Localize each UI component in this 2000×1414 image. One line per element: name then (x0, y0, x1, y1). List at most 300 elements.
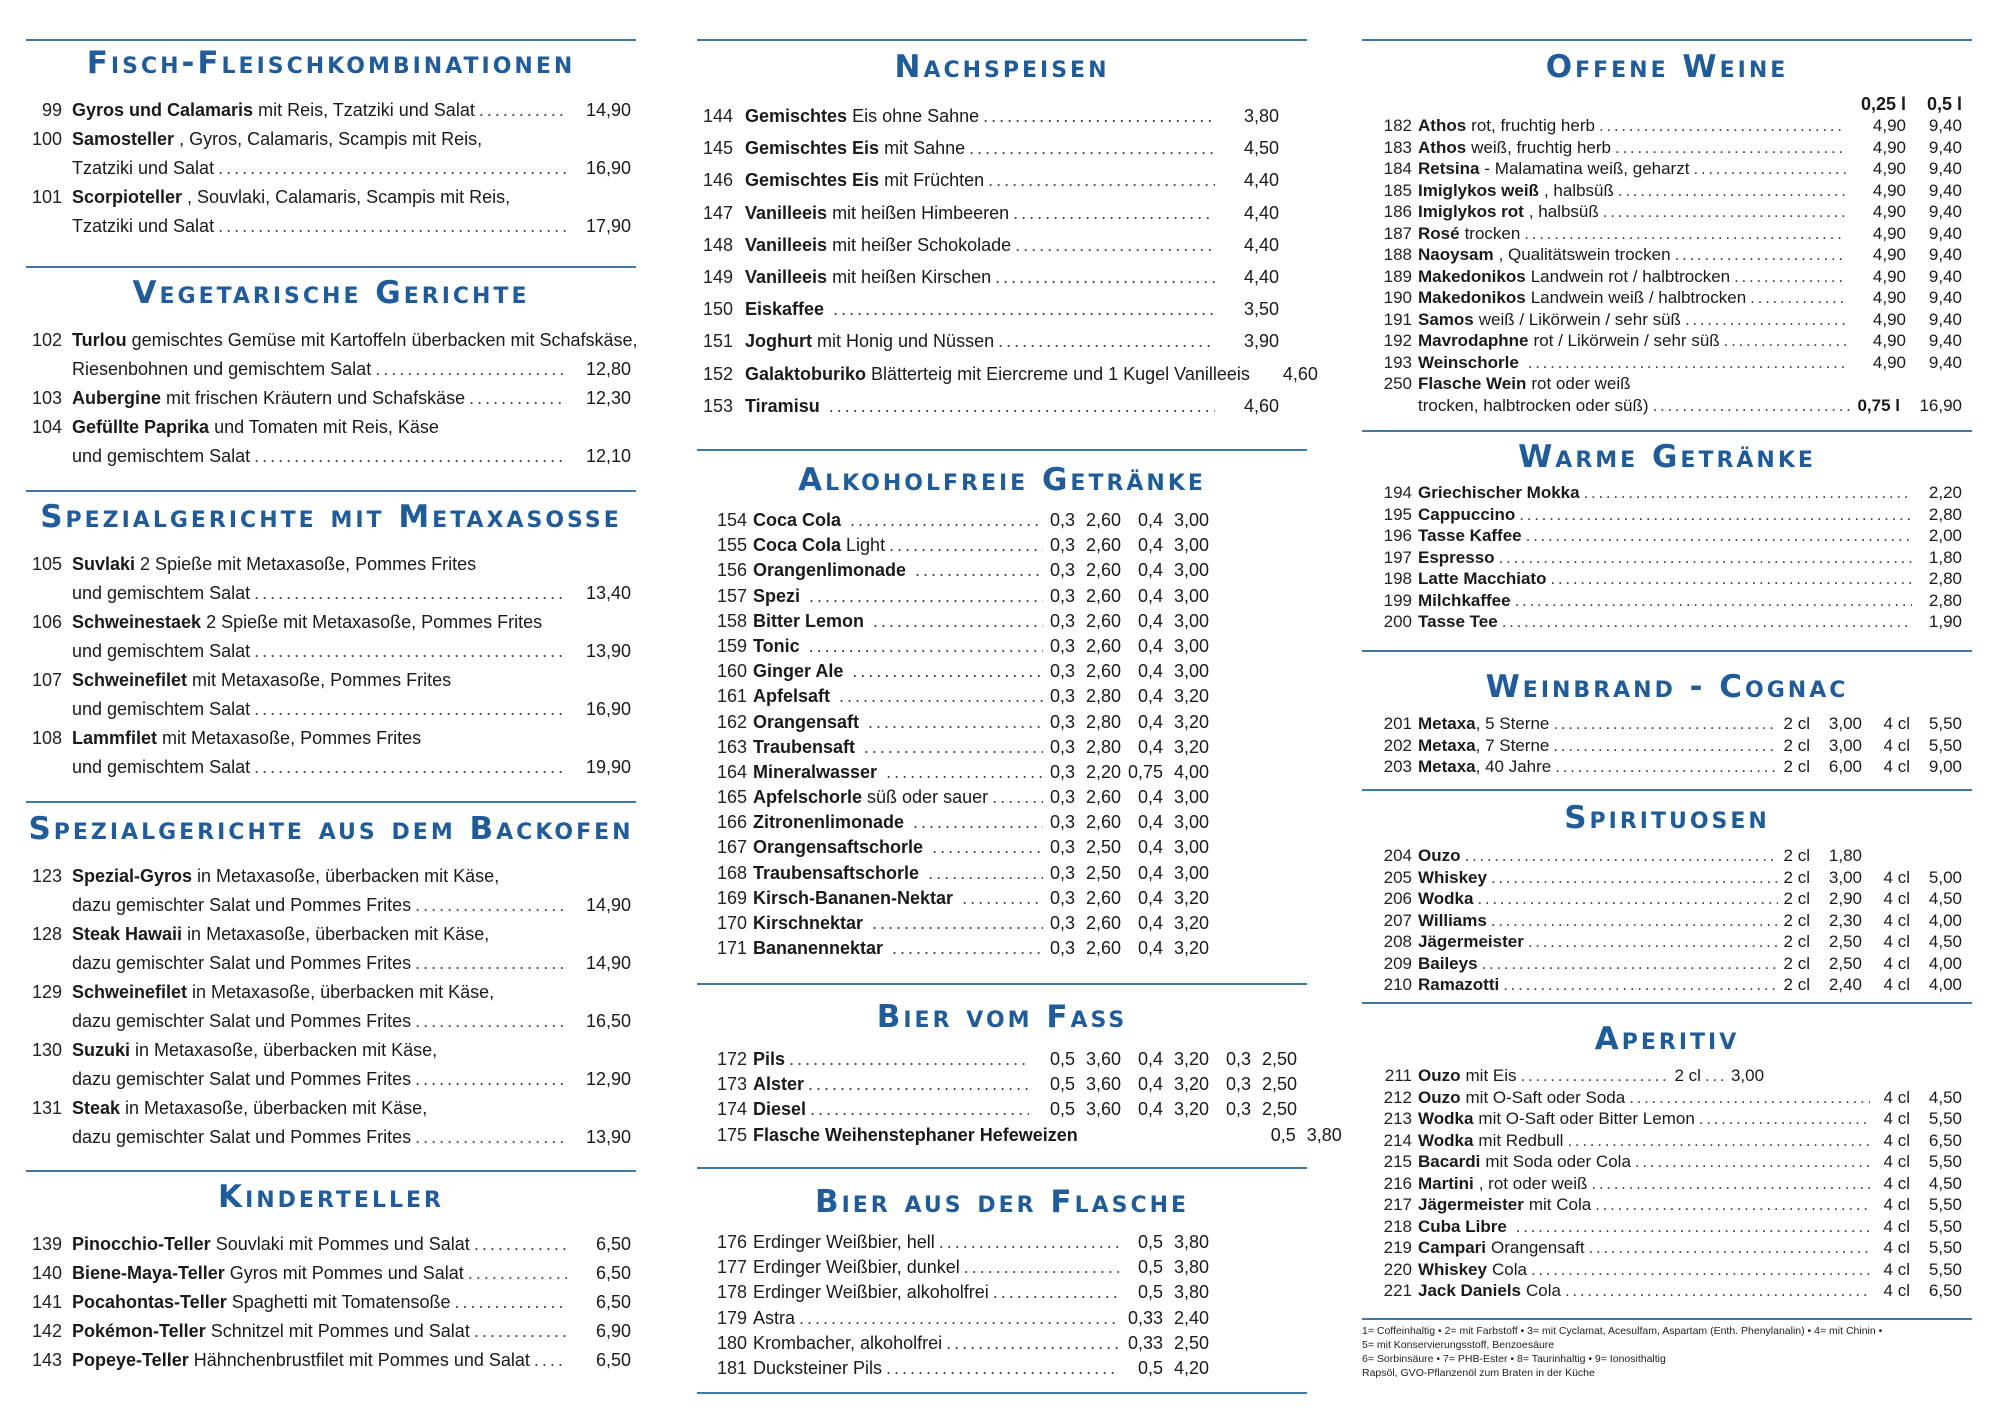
size-large: 4 cl (1883, 932, 1910, 951)
draft-item (697, 1072, 1297, 1097)
item-price: 4,60 (1243, 395, 1279, 416)
menu-item (26, 1259, 631, 1288)
size-1: 0,5 (1049, 1049, 1075, 1069)
size-large: 0,4 (1137, 510, 1163, 530)
section-title: Spezialgerichte mit Metaxasosse (40, 499, 622, 535)
spirit-item (1362, 931, 1962, 953)
item-description-cont: dazu gemischter Salat und Pommes Frites (72, 953, 412, 973)
item-number: 144 (702, 106, 733, 126)
item-name: Erdinger Weißbier, dunkel (753, 1257, 960, 1278)
item-number: 156 (716, 560, 747, 581)
item-name: Makedonikos (1418, 266, 1526, 286)
item-number: 99 (41, 100, 62, 120)
item-price: 2,00 (1928, 526, 1962, 545)
leader-dots (789, 1047, 1029, 1072)
menu-list (26, 1230, 631, 1375)
item-number: 220 (1383, 1259, 1412, 1279)
price-small: 4,90 (1872, 116, 1906, 135)
item-number: 189 (1383, 266, 1412, 286)
hot-drink-item (1362, 525, 1962, 547)
item-name: Coca Cola (753, 510, 842, 530)
item-name: Flasche Weihenstephaner Hefeweizen (753, 1124, 1078, 1145)
desserts-list (697, 100, 1318, 422)
item-description-cont: Tzatziki und Salat (72, 158, 215, 178)
wine-bottle-continued (1362, 395, 1962, 417)
item-name: Gemischtes (745, 106, 848, 126)
item-number: 165 (716, 787, 747, 808)
cognac-item (1362, 735, 1962, 757)
item-price: 14,90 (585, 100, 631, 120)
size-small: 0,3 (1049, 787, 1075, 808)
item-name: Coca Cola (753, 535, 842, 556)
item-description: mit Eis (1465, 1066, 1517, 1085)
item-number: 200 (1383, 612, 1412, 631)
size-large: 0,4 (1137, 812, 1163, 833)
item-price: 13,40 (585, 583, 631, 603)
bottle-beer-item (697, 1356, 1297, 1381)
menu-item (26, 608, 631, 637)
price-large: 9,40 (1928, 309, 1962, 329)
item-description: in Metaxasoße, überbacken mit Käse, (192, 982, 495, 1002)
leader-dots (1635, 1151, 1870, 1173)
item-description: weiß, fruchtig herb (1471, 137, 1612, 157)
price-large: 3,00 (1173, 560, 1209, 581)
price-small: 2,30 (1828, 910, 1862, 930)
spirit-item (1362, 974, 1962, 996)
wine-item (1362, 201, 1962, 223)
item-number: 141 (31, 1292, 62, 1312)
item-description: Cola (1526, 1281, 1561, 1300)
size-2: 0,4 (1137, 1099, 1163, 1120)
size: 0,33 (1127, 1307, 1163, 1328)
wine-item (1362, 158, 1962, 180)
item-description-cont: und gemischtem Salat (72, 757, 251, 777)
aperitif-item (1362, 1151, 1962, 1173)
item-number: 181 (716, 1357, 747, 1378)
menu-list (26, 96, 631, 241)
menu-item (26, 1346, 631, 1375)
footnote-line: Rapsöl, GVO-Pflanzenöl zum Braten in der Küche (1362, 1367, 1595, 1379)
price: 5,50 (1928, 1109, 1962, 1128)
leader-dots (969, 132, 1215, 164)
menu-item (26, 1230, 631, 1259)
item-price: 14,90 (585, 953, 631, 973)
item-description: , rot oder weiß (1478, 1173, 1588, 1193)
item-name: Metaxa (1418, 757, 1476, 776)
item-description: Souvlaki mit Pommes und Salat (215, 1234, 470, 1254)
item-description-cont: dazu gemischter Salat und Pommes Frites (72, 1011, 412, 1031)
price-small: 4,90 (1872, 245, 1906, 264)
item-number: 175 (716, 1124, 747, 1145)
leader-dots (415, 949, 567, 978)
wine-size-header (1362, 93, 1962, 115)
dessert-item (697, 229, 1279, 261)
section-rule (26, 266, 636, 268)
price-small: 2,50 (1085, 862, 1121, 883)
leader-dots (1565, 1280, 1870, 1302)
size-large: 0,4 (1137, 610, 1163, 631)
item-number: 168 (716, 862, 747, 883)
item-name: Schweinefilet (72, 670, 188, 690)
price-small: 4,90 (1872, 266, 1906, 286)
dessert-item (697, 293, 1279, 325)
leader-dots (1599, 115, 1846, 137)
item-description: Landwein rot / halbtrocken (1530, 266, 1731, 286)
item-number: 204 (1383, 846, 1412, 865)
section-rule (26, 1170, 636, 1172)
price-large: 9,00 (1928, 757, 1962, 776)
section-title: Spezialgerichte aus dem Backofen (28, 811, 634, 847)
item-name: Steak Hawaii (72, 924, 183, 944)
wine-item (1362, 287, 1962, 309)
size: 4 cl (1883, 1109, 1910, 1128)
item-number: 152 (702, 363, 733, 384)
item-name: Orangensaftschorle (753, 837, 924, 858)
price-large: 3,00 (1173, 635, 1209, 656)
item-price: 6,50 (595, 1234, 631, 1254)
price: 5,50 (1928, 1216, 1962, 1236)
wine-item (1362, 266, 1962, 288)
item-description: mit heißer Schokolade (832, 234, 1012, 255)
size-small: 0,3 (1049, 510, 1075, 530)
leader-dots (1524, 223, 1846, 245)
item-number: 169 (716, 887, 747, 908)
item-description: und Tomaten mit Reis, Käse (214, 417, 439, 437)
item-name: Bacardi (1418, 1152, 1481, 1171)
item-description: Light (846, 535, 886, 556)
menu-item (26, 724, 631, 753)
price-small: 2,60 (1085, 610, 1121, 631)
dessert-item (697, 132, 1279, 164)
size-small: 0,3 (1049, 887, 1075, 908)
size: 0,33 (1127, 1332, 1163, 1353)
item-number: 191 (1383, 309, 1412, 329)
item-description-cont: und gemischtem Salat (72, 641, 251, 661)
price-small: 3,00 (1828, 867, 1862, 887)
softdrink-item (697, 634, 1297, 659)
item-description: mit Reis, Tzatziki und Salat (258, 100, 475, 120)
item-name: Orangenlimonade (753, 560, 907, 581)
item-name: Metaxa (1418, 735, 1476, 755)
item-name: Ramazotti (1418, 975, 1500, 994)
size-large: 0,4 (1137, 736, 1163, 757)
size: 4 cl (1883, 1152, 1910, 1171)
size: 4 cl (1883, 1216, 1910, 1236)
item-number: 202 (1383, 735, 1412, 755)
leader-dots (995, 261, 1215, 293)
size-large: 0,75 (1127, 761, 1163, 782)
aperitif-item (1362, 1237, 1962, 1259)
item-description: gemischtes Gemüse mit Kartoffeln überbacken mit Schafskäse, (131, 330, 638, 350)
bottle-beer-list (697, 1230, 1297, 1381)
leader-dots (839, 684, 1043, 709)
item-name: Samos (1418, 309, 1474, 329)
item-name: Gyros und Calamaris (72, 100, 254, 120)
leader-dots (1528, 352, 1846, 374)
item-name: Rosé (1418, 223, 1460, 243)
price-2: 3,20 (1173, 1074, 1209, 1095)
item-name: Apfelsaft (753, 686, 831, 707)
leader-dots (1516, 1216, 1870, 1238)
price-large: 3,20 (1173, 736, 1209, 757)
section-title: Fisch-Fleischkombinationen (86, 45, 576, 81)
section-title-spirits: Spirituosen (1564, 800, 1770, 836)
size-large: 0,4 (1137, 535, 1163, 556)
spirit-item (1362, 867, 1962, 889)
size-large: 0,4 (1137, 837, 1163, 858)
leader-dots (254, 637, 567, 666)
item-price: 2,20 (1928, 483, 1962, 502)
item-number: 193 (1383, 352, 1412, 372)
size-large: 4 cl (1883, 714, 1910, 733)
dessert-item (697, 325, 1279, 357)
size-small: 0,3 (1049, 736, 1075, 757)
item-name: Alster (753, 1074, 805, 1095)
leader-dots (415, 891, 567, 920)
item-description: in Metaxasoße, überbacken mit Käse, (135, 1040, 438, 1060)
price-large: 3,00 (1173, 535, 1209, 556)
item-number: 107 (31, 670, 62, 690)
leader-dots (474, 1317, 567, 1346)
section-title: Vegetarische Gerichte (132, 275, 530, 311)
item-name: Griechischer Mokka (1418, 483, 1580, 502)
item-description: , Qualitätswein trocken (1498, 245, 1671, 264)
softdrink-item (697, 659, 1297, 684)
size-3: 0,3 (1225, 1049, 1251, 1069)
item-name: Makedonikos (1418, 288, 1526, 307)
item-number: 151 (702, 331, 733, 352)
price-large: 3,20 (1173, 711, 1209, 732)
price: 2,40 (1173, 1307, 1209, 1328)
item-price: 4,60 (1282, 363, 1318, 384)
item-description-cont: Tzatziki und Salat (72, 216, 215, 236)
menu-item-continued (26, 442, 631, 471)
price-large: 3,00 (1173, 837, 1209, 858)
leader-dots (808, 1072, 1029, 1097)
footnote-line: 1= Coffeinhaltig • 2= mit Farbstoff • 3= mit Cyclamat, Acesulfam, Aspartam (Enth. Phenylanalin) • 4= mit Chinin • (1362, 1325, 1883, 1337)
price-small: 2,60 (1085, 510, 1121, 530)
item-name: Gemischtes Eis (745, 170, 880, 191)
price-large: 3,20 (1173, 887, 1209, 908)
price-small: 2,60 (1085, 812, 1121, 833)
softdrink-item (697, 609, 1297, 634)
size: 4 cl (1883, 1195, 1910, 1214)
item-number: 187 (1383, 223, 1412, 243)
item-name: Ouzo (1418, 1066, 1461, 1085)
leader-dots (928, 861, 1043, 886)
leader-dots (939, 1230, 1119, 1255)
item-description: mit Soda oder Cola (1485, 1152, 1631, 1171)
menu-item-continued (26, 891, 631, 920)
item-number: 171 (716, 938, 747, 959)
price: 4,50 (1928, 1173, 1962, 1193)
item-number: 101 (31, 187, 62, 207)
section-title-cognac: Weinbrand - Cognac (1485, 669, 1849, 705)
leader-dots (1528, 931, 1778, 953)
size-large: 0,4 (1137, 887, 1163, 908)
aperitif-item (1362, 1108, 1962, 1130)
leader-dots (474, 1230, 567, 1259)
price-large: 3,00 (1173, 610, 1209, 631)
item-name: Bitter Lemon (753, 610, 865, 631)
menu-item-continued (26, 949, 631, 978)
item-name: Cuba Libre (1418, 1216, 1507, 1236)
item-name: Vanilleeis (745, 202, 828, 223)
item-number: 164 (716, 761, 747, 782)
wine-bottle-item (1362, 373, 1962, 395)
item-name: Baileys (1418, 953, 1478, 973)
item-description-cont: dazu gemischter Salat und Pommes Frites (72, 895, 412, 915)
item-name: Diesel (753, 1099, 807, 1120)
aperitif-item (1362, 1259, 1962, 1281)
price: 6,50 (1928, 1130, 1962, 1150)
item-number: 123 (31, 866, 62, 886)
price-small: 2,50 (1828, 953, 1862, 973)
draft-beer-list (697, 1047, 1342, 1148)
item-number: 209 (1383, 953, 1412, 973)
price-1: 3,60 (1085, 1074, 1121, 1095)
item-name: Steak (72, 1098, 121, 1118)
menu-item-continued (26, 1007, 631, 1036)
draft-item (697, 1097, 1297, 1122)
price: 4,50 (1928, 1087, 1962, 1107)
leader-dots (1734, 266, 1846, 288)
item-price: 12,30 (585, 388, 631, 408)
item-description: , 5 Sterne (1475, 714, 1550, 733)
leader-dots (964, 1255, 1119, 1280)
price-large: 3,00 (1173, 812, 1209, 833)
item-number: 216 (1383, 1173, 1412, 1193)
item-name: Traubensaft (753, 736, 856, 757)
wines-list (1362, 115, 1962, 416)
price-small: 2,90 (1828, 889, 1862, 908)
item-name: Astra (753, 1307, 796, 1328)
item-number: 100 (31, 129, 62, 149)
size-large: 4 cl (1883, 867, 1910, 887)
item-description: Hähnchenbrustfilet mit Pommes und Salat (193, 1350, 530, 1370)
item-description: rot / Likörwein / sehr süß (1533, 331, 1720, 350)
menu-item-continued (26, 355, 631, 384)
leader-dots (534, 1346, 567, 1375)
leader-dots (962, 886, 1043, 911)
size-large: 4 cl (1883, 975, 1910, 994)
item-price: 13,90 (585, 1127, 631, 1147)
leader-dots (1550, 568, 1912, 590)
item-description: Cola (1491, 1259, 1527, 1279)
item-description: 2 Spieße mit Metaxasoße, Pommes Frites (140, 554, 477, 574)
price-large: 3,20 (1173, 938, 1209, 959)
menu-item (26, 183, 631, 212)
bottle-beer-item (697, 1331, 1297, 1356)
wine-item (1362, 330, 1962, 352)
leader-dots (1553, 713, 1778, 735)
section-rule (1362, 430, 1972, 432)
item-description: in Metaxasoße, überbacken mit Käse, (197, 866, 500, 886)
size-small: 0,3 (1049, 711, 1075, 732)
price-small: 1,80 (1828, 846, 1862, 865)
item-number: 212 (1383, 1087, 1412, 1107)
leader-dots (254, 579, 567, 608)
size: 4 cl (1883, 1087, 1910, 1107)
item-description: süß oder sauer (867, 787, 989, 808)
price-large: 5,50 (1928, 735, 1962, 755)
item-description-cont: dazu gemischter Salat und Pommes Frites (72, 1069, 412, 1089)
leader-dots (1482, 953, 1778, 975)
price-small: 4,90 (1872, 223, 1906, 243)
leader-dots (1491, 910, 1778, 932)
item-number: 142 (31, 1321, 62, 1341)
menu-item (26, 920, 631, 949)
size: 4 cl (1883, 1238, 1910, 1257)
section-title-desserts: Nachspeisen (894, 49, 1110, 85)
price-large: 9,40 (1928, 245, 1962, 264)
item-price: 12,90 (585, 1069, 631, 1089)
menu-item (26, 384, 631, 413)
item-description: , Souvlaki, Calamaris, Scampis mit Reis, (187, 187, 511, 207)
price: 4,20 (1173, 1357, 1209, 1378)
item-number: 140 (31, 1263, 62, 1283)
bottle-beer-item (697, 1306, 1297, 1331)
section-rule (1362, 1002, 1972, 1004)
item-price: 14,90 (585, 895, 631, 915)
size-small: 0,3 (1049, 938, 1075, 959)
item-number: 148 (702, 234, 733, 255)
softdrink-item (697, 558, 1297, 583)
item-number: 180 (716, 1332, 747, 1353)
price-large: 4,50 (1928, 889, 1962, 908)
item-number: 206 (1383, 889, 1412, 908)
item-name: Spezial-Gyros (72, 866, 193, 886)
size-small: 2 cl (1783, 867, 1810, 887)
leader-dots (829, 390, 1215, 422)
aperitif-item (1362, 1065, 1962, 1087)
item-name: Wodka (1418, 1109, 1474, 1128)
item-number: 192 (1383, 331, 1412, 350)
price: 3,00 (1730, 1066, 1765, 1085)
item-number: 205 (1383, 867, 1412, 887)
item-number: 150 (702, 299, 733, 320)
item-number: 158 (716, 610, 747, 631)
leader-dots (1503, 974, 1778, 996)
item-name: Retsina (1418, 159, 1480, 178)
menu-item (26, 326, 638, 355)
item-name: Pils (753, 1049, 786, 1069)
item-number: 199 (1383, 590, 1412, 610)
size-small: 0,3 (1049, 535, 1075, 556)
item-name: Schweinestaek (72, 612, 202, 632)
price-large: 9,40 (1928, 331, 1962, 350)
softdrink-item (697, 508, 1297, 533)
leader-dots (868, 710, 1043, 735)
item-number: 182 (1383, 116, 1412, 135)
size-small: 2 cl (1783, 846, 1810, 865)
wine-item (1362, 309, 1962, 331)
item-number: 217 (1383, 1195, 1412, 1214)
hot-drink-item (1362, 590, 1962, 612)
price-2: 3,20 (1173, 1099, 1209, 1120)
price-small: 2,60 (1085, 913, 1121, 933)
cognac-list (1362, 713, 1962, 778)
price-large: 9,40 (1928, 266, 1962, 286)
item-description: mit Früchten (884, 170, 985, 191)
price-small: 3,00 (1828, 714, 1862, 733)
leader-dots (468, 1259, 567, 1288)
item-name: Mineralwasser (753, 761, 878, 782)
item-name: Gemischtes Eis (745, 138, 880, 159)
item-number: 185 (1383, 180, 1412, 200)
item-name: Wodka (1418, 889, 1474, 908)
leader-dots (1526, 525, 1912, 547)
